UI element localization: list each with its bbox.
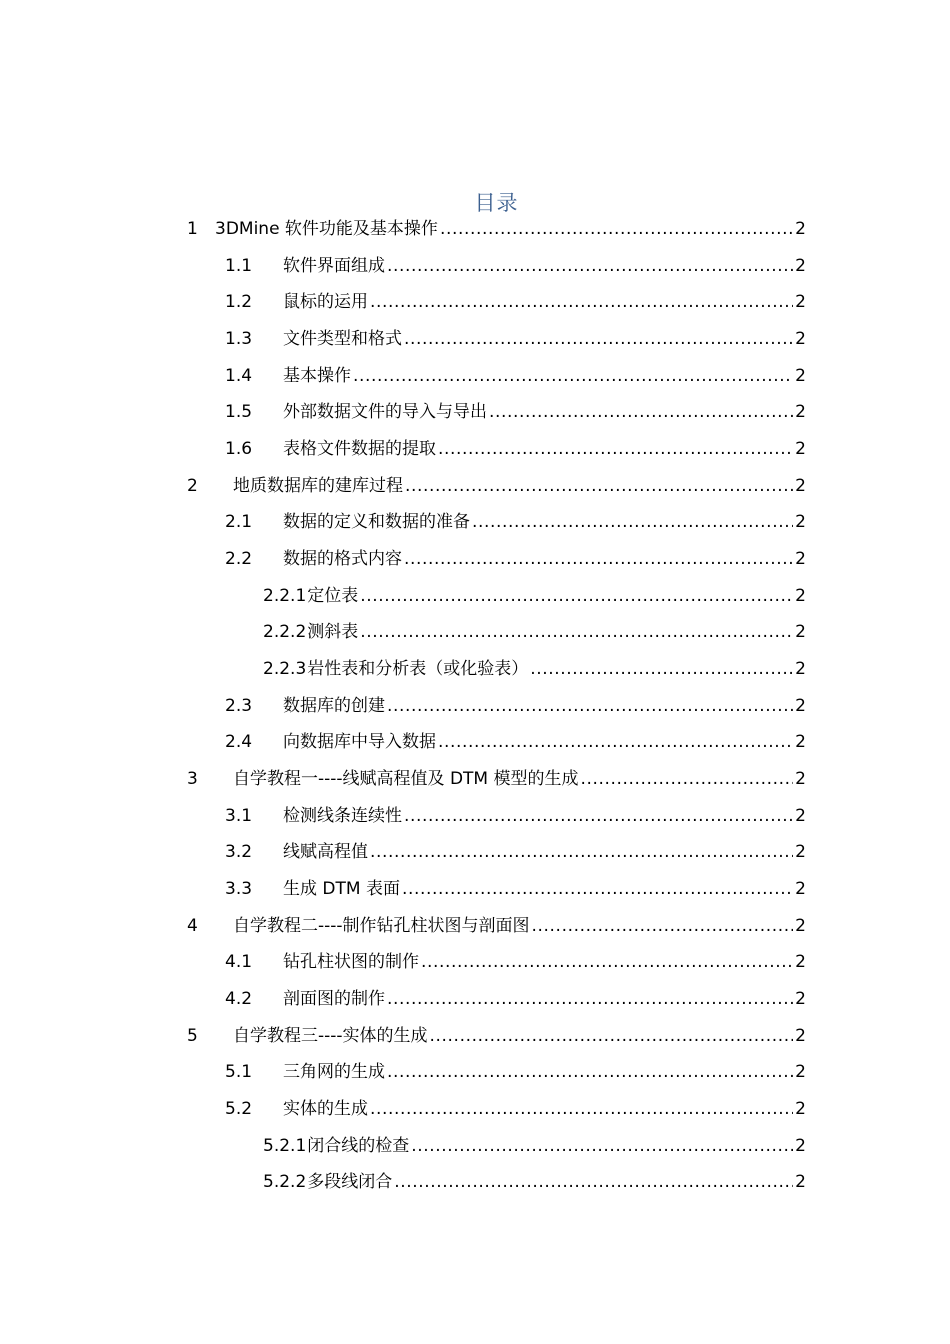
toc-entry[interactable] [225, 688, 806, 724]
toc-page-number: 2 [795, 219, 806, 239]
toc-entry-text: 定位表 [307, 586, 359, 606]
toc-entry[interactable] [187, 211, 806, 247]
toc-page-number: 2 [795, 952, 806, 972]
toc-entry-text: 表格文件数据的提取 [283, 439, 436, 459]
toc-entry-text: 线赋高程值 [283, 842, 368, 862]
toc-page-number: 2 [795, 476, 806, 496]
toc-page-number: 2 [795, 1136, 806, 1156]
toc-entry-number: 3.1 [225, 806, 253, 826]
toc-page-number: 2 [795, 659, 806, 679]
toc-dot-leader [532, 908, 794, 944]
toc-entry-text: 多段线闭合 [307, 1172, 393, 1192]
toc-dot-leader [370, 1091, 793, 1127]
toc-entry[interactable] [225, 431, 806, 467]
toc-entry[interactable] [187, 1018, 806, 1054]
toc-dot-leader [530, 651, 793, 687]
toc-entry-number: 1.6 [225, 439, 253, 459]
toc-page-number: 2 [795, 842, 806, 862]
toc-entry-number: 1.1 [225, 256, 253, 276]
toc-entry-text: 三角网的生成 [283, 1062, 385, 1082]
toc-page-number: 2 [795, 1172, 806, 1192]
toc-entry-text: 自学教程二----制作钻孔柱状图与剖面图 [233, 916, 530, 936]
toc-entry-text: 软件界面组成 [283, 256, 385, 276]
toc-page-number: 2 [795, 366, 806, 386]
toc-dot-leader [472, 504, 793, 540]
toc-page-number: 2 [795, 512, 806, 532]
toc-dot-leader [438, 724, 793, 760]
toc-entry-number: 2.2.3 [263, 659, 307, 679]
toc-page-number: 2 [795, 329, 806, 349]
toc-dot-leader [370, 834, 793, 870]
toc-entry-text: 向数据库中导入数据 [283, 732, 436, 752]
toc-entry[interactable] [263, 614, 806, 650]
toc-page-number: 2 [795, 769, 806, 789]
toc-entry-text: 剖面图的制作 [283, 989, 385, 1009]
toc-entry[interactable] [263, 1164, 806, 1200]
toc-entry-number: 5 [187, 1026, 198, 1046]
toc-entry[interactable] [225, 1054, 806, 1090]
toc-entry[interactable] [225, 724, 806, 760]
toc-entry-number: 3.2 [225, 842, 253, 862]
toc-entry-number: 2.2.1 [263, 586, 307, 606]
toc-entry-number: 4.2 [225, 989, 253, 1009]
toc-entry-number: 2.1 [225, 512, 253, 532]
toc-page-number: 2 [795, 586, 806, 606]
toc-dot-leader [581, 761, 794, 797]
toc-entry[interactable] [225, 394, 806, 430]
toc-entry-text: 检测线条连续性 [283, 806, 402, 826]
toc-entry-number: 2.3 [225, 696, 253, 716]
toc-entry-text: 闭合线的检查 [307, 1136, 410, 1156]
toc-entry-text: 生成 DTM 表面 [283, 879, 400, 899]
toc-entry-number: 3.3 [225, 879, 253, 899]
toc-entry-text: 数据库的创建 [283, 696, 385, 716]
toc-entry-text: 数据的格式内容 [283, 549, 402, 569]
toc-entry-number: 2 [187, 476, 198, 496]
toc-entry-number: 5.1 [225, 1062, 253, 1082]
toc-page-number: 2 [795, 1062, 806, 1082]
toc-dot-leader [394, 1164, 793, 1200]
toc-entry-number: 5.2.2 [263, 1172, 307, 1192]
toc-page-number: 2 [795, 1026, 806, 1046]
toc-entry[interactable] [225, 798, 806, 834]
toc-entry-text: 鼠标的运用 [283, 292, 368, 312]
toc-page-number: 2 [795, 989, 806, 1009]
toc-dot-leader [405, 468, 793, 504]
toc-entry-text: 岩性表和分析表（或化验表） [307, 659, 529, 679]
toc-page-number: 2 [795, 439, 806, 459]
toc-entry-number: 2.4 [225, 732, 253, 752]
toc-dot-leader [360, 578, 793, 614]
toc-dot-leader [353, 358, 793, 394]
toc-entry-number: 1.3 [225, 329, 253, 349]
toc-entry-text: 实体的生成 [283, 1099, 368, 1119]
toc-dot-leader [411, 1128, 793, 1164]
toc-title: 目录 [474, 191, 519, 216]
toc-entry-number: 1.2 [225, 292, 253, 312]
toc-page-number: 2 [795, 1099, 806, 1119]
toc-entry[interactable] [225, 284, 806, 320]
toc-dot-leader [430, 1018, 794, 1054]
toc-entry-number: 1 [187, 219, 198, 239]
toc-entry-text: 自学教程三----实体的生成 [233, 1026, 428, 1046]
toc-page-number: 2 [795, 806, 806, 826]
toc-entry[interactable] [225, 834, 806, 870]
toc-entry-number: 2.2 [225, 549, 253, 569]
toc-entry-text: 数据的定义和数据的准备 [283, 512, 470, 532]
toc-page-number: 2 [795, 732, 806, 752]
toc-dot-leader [387, 1054, 793, 1090]
toc-entry[interactable] [263, 651, 806, 687]
toc-entry-text: 钻孔柱状图的制作 [283, 952, 419, 972]
toc-entry-number: 2.2.2 [263, 622, 307, 642]
toc-page-number: 2 [795, 292, 806, 312]
toc-entry-number: 1.4 [225, 366, 253, 386]
toc-entry[interactable] [263, 578, 806, 614]
toc-page-number: 2 [795, 916, 806, 936]
toc-dot-leader [489, 394, 793, 430]
toc-dot-leader [387, 688, 793, 724]
toc-entry[interactable] [187, 468, 806, 504]
toc-dot-leader [370, 284, 793, 320]
toc-entry[interactable] [225, 541, 806, 577]
toc-entry[interactable] [225, 321, 806, 357]
toc-entry[interactable] [225, 1091, 806, 1127]
toc-entry[interactable] [187, 761, 806, 797]
toc-page-number: 2 [795, 256, 806, 276]
toc-entry-text: 自学教程一----线赋高程值及 DTM 模型的生成 [233, 769, 579, 789]
toc-entry[interactable] [263, 1128, 806, 1164]
toc-entry-number: 1.5 [225, 402, 253, 422]
toc-page-number: 2 [795, 696, 806, 716]
toc-dot-leader [421, 944, 793, 980]
toc-dot-leader [438, 431, 793, 467]
toc-page-number: 2 [795, 622, 806, 642]
toc-entry-number: 5.2 [225, 1099, 253, 1119]
toc-entry[interactable] [225, 248, 806, 284]
toc-dot-leader [404, 541, 793, 577]
toc-dot-leader [404, 798, 793, 834]
toc-dot-leader [440, 211, 793, 247]
toc-dot-leader [402, 871, 793, 907]
toc-dot-leader [387, 248, 793, 284]
toc-entry-text: 文件类型和格式 [283, 329, 402, 349]
toc-dot-leader [404, 321, 793, 357]
toc-entry[interactable] [225, 944, 806, 980]
toc-entry[interactable] [225, 871, 806, 907]
toc-entry-text: 地质数据库的建库过程 [233, 476, 403, 496]
toc-page-number: 2 [795, 549, 806, 569]
toc-entry[interactable] [225, 358, 806, 394]
toc-page-number: 2 [795, 879, 806, 899]
toc-entry-text: 测斜表 [307, 622, 359, 642]
toc-entry-text: 3DMine 软件功能及基本操作 [215, 219, 438, 239]
toc-dot-leader [387, 981, 793, 1017]
toc-entry-text: 基本操作 [283, 366, 351, 386]
toc-entry-number: 4.1 [225, 952, 253, 972]
toc-entry[interactable] [225, 981, 806, 1017]
toc-entry[interactable] [225, 504, 806, 540]
toc-entry-text: 外部数据文件的导入与导出 [283, 402, 487, 422]
toc-entry[interactable] [187, 908, 806, 944]
toc-page-number: 2 [795, 402, 806, 422]
toc-entry-number: 3 [187, 769, 198, 789]
toc-entry-number: 5.2.1 [263, 1136, 307, 1156]
toc-entry-number: 4 [187, 916, 198, 936]
toc-dot-leader [360, 614, 793, 650]
